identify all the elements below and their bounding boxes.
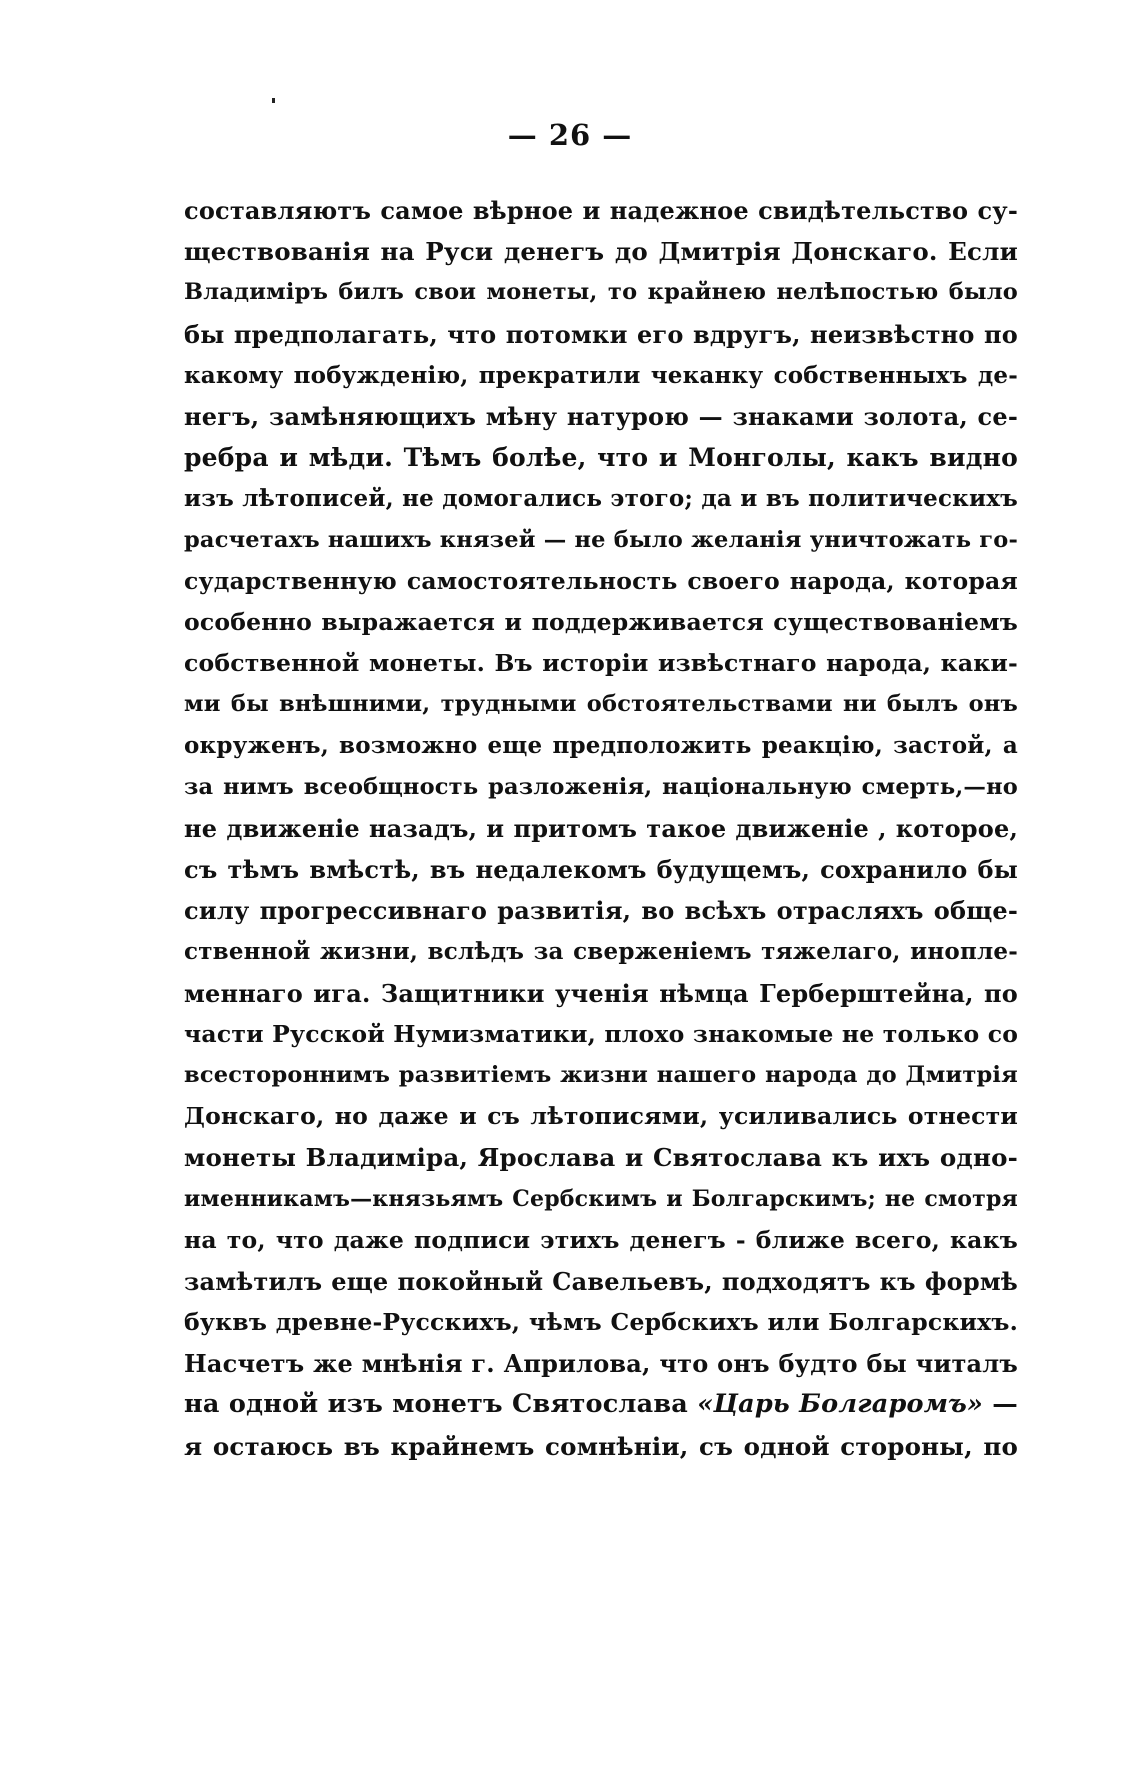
text-line: всестороннимъ развитіемъ жизни нашего народа до Дмитрія [184, 1061, 1018, 1088]
text-line: ществованія на Руси денегъ до Дмитрія Донскаго. Если [184, 237, 1018, 267]
text-line-with-italic-quote [184, 1384, 1018, 1425]
text-segment: — [983, 1389, 1019, 1420]
text-line: не движеніе назадъ, и притомъ такое движеніе , которое, [184, 813, 1018, 843]
text-line: ми бы внѣшними, трудными обстоятельствами ни былъ онъ [184, 691, 1018, 718]
text-line: части Русской Нумизматики, плохо знакомые не только со [184, 1019, 1019, 1048]
text-line: изъ лѣтописей, не домогались этого; да и въ политическихъ [184, 485, 1018, 513]
text-line: буквъ древне-Русскихъ, чѣмъ Сербскихъ или Болгарскихъ. [184, 1308, 1018, 1337]
text-line: я остаюсь въ крайнемъ сомнѣніи, съ одной стороны, по [184, 1431, 1018, 1461]
text-line: Насчетъ же мнѣнія г. Априлова, что онъ будто бы читалъ [184, 1349, 1018, 1379]
page-number: — 26 — [507, 118, 633, 152]
text-line: монеты Владиміра, Ярослава и Святослава къ ихъ одно- [184, 1143, 1018, 1173]
text-line: особенно выражается и поддерживается существованіемъ [184, 607, 1018, 636]
text-line: бы предполагать, что потомки его вдругъ, неизвѣстно по [184, 319, 1018, 349]
text-line: расчетахъ нашихъ князей — не было желанія уничтожать го- [184, 526, 1018, 553]
text-line: меннаго ига. Защитники ученія нѣмца Герберштейна, по [184, 978, 1018, 1008]
text-line: Владиміръ билъ свои монеты, то крайнею нелѣпостью было [184, 279, 1018, 306]
text-line: негъ, замѣняющихъ мѣну натурою — знаками золота, се- [184, 401, 1018, 431]
text-line: Донскаго, но даже и съ лѣтописями, усиливались отнести [184, 1102, 1018, 1131]
text-line: на то, что даже подписи этихъ денегъ - ближе всего, какъ [184, 1225, 1018, 1254]
text-line: ребра и мѣди. Тѣмъ болѣе, что и Монголы, какъ видно [184, 443, 1018, 473]
text-line: какому побужденію, прекратили чеканку собственныхъ де- [184, 361, 1018, 389]
text-line: съ тѣмъ вмѣстѣ, въ недалекомъ будущемъ, сохранило бы [184, 855, 1018, 884]
text-line: силу прогрессивнаго развитія, во всѣхъ отрасляхъ обще- [184, 896, 1018, 926]
text-segment: на одной изъ монетъ Святослава [184, 1389, 698, 1420]
text-line: сударственную самостоятельность своего народа, которая [184, 566, 1018, 595]
print-speck [272, 98, 275, 103]
text-line: замѣтилъ еще покойный Савельевъ, подходятъ къ формѣ [184, 1266, 1018, 1296]
italic-quote: «Царь Болгаромъ» [697, 1389, 984, 1420]
text-line: за нимъ всеобщность разложенія, національную смерть,—но [184, 773, 1018, 800]
body-text [184, 190, 1018, 1467]
text-line: именникамъ—князьямъ Сербскимъ и Болгарскимъ; не смотря [184, 1185, 1018, 1212]
text-line: составляютъ самое вѣрное и надежное свидѣтельство су- [184, 196, 1018, 225]
text-line: собственной монеты. Въ исторіи извѣстнаго народа, каки- [184, 649, 1018, 678]
text-line: окруженъ, возможно еще предположить реакцію, застой, а [184, 732, 1018, 760]
text-line: ственной жизни, вслѣдъ за сверженіемъ тяжелаго, инопле- [184, 938, 1018, 966]
